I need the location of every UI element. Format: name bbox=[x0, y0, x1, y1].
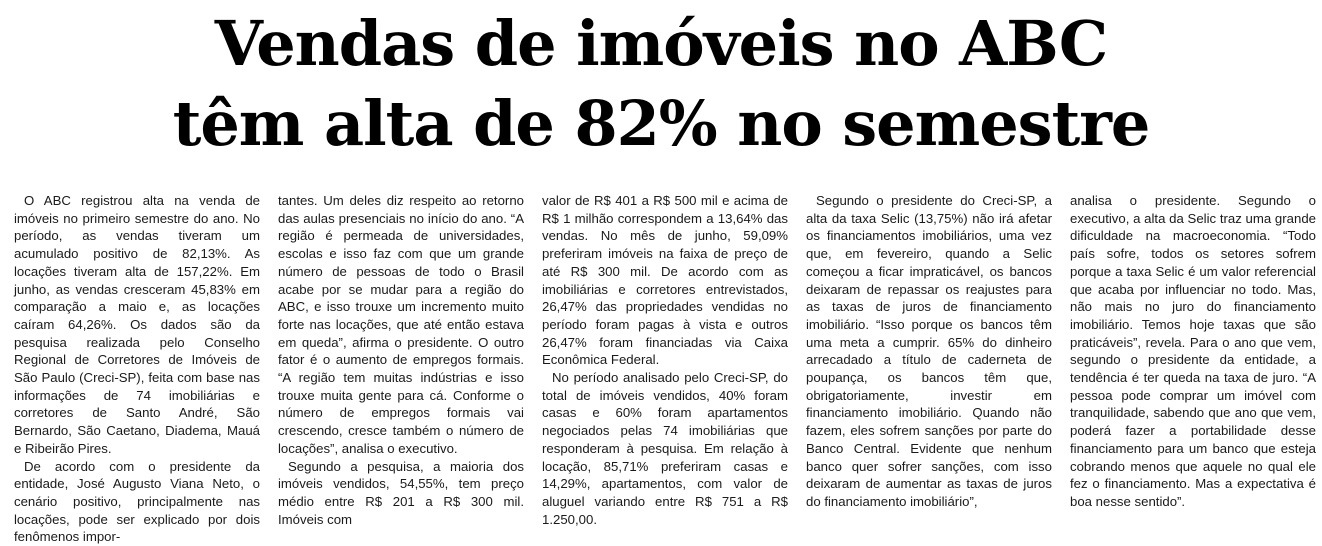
paragraph: De acordo com o presidente da entidade, José Augusto Viana Neto, o cenário positivo, principalmente nas locações, pode ser explicado por dois fenômenos impor- bbox=[14, 458, 260, 545]
headline-line-1: Vendas de imóveis no ABC bbox=[214, 7, 1108, 80]
headline-line-2: têm alta de 82% no semestre bbox=[172, 87, 1150, 160]
text-column-4 bbox=[806, 192, 1052, 511]
text-column-2 bbox=[278, 192, 524, 528]
paragraph: valor de R$ 401 a R$ 500 mil e acima de R$ 1 milhão correspondem a 13,64% das vendas. No mês de junho, 59,09% preferiram imóveis na faixa de preço de até R$ 300 mil. De acordo com as imobiliárias e corretores entrevistados, 26,47% das propriedades vendidas no período foram pagas à vista e outros 26,47% foram financiadas via Caixa Econômica Federal. bbox=[542, 193, 788, 368]
text-column-5 bbox=[1070, 192, 1316, 511]
paragraph: No período analisado pelo Creci-SP, do total de imóveis vendidos, 40% foram casas e 60% foram apartamentos negociados pelas 74 imobiliárias que responderam à pesquisa. Em relação à locação, 85,71% preferiram casas e 14,29%, apartamentos, com valor de aluguel variando entre R$ 751 a R$ 1.250,00. bbox=[542, 370, 788, 527]
paragraph: tantes. Um deles diz respeito ao retorno das aulas presenciais no início do ano. “A região é permeada de universidades, escolas e isso faz com que um grande número de pessoas de todo o Brasil acabe por se mudar para a região do ABC, e isso trouxe um incremento muito forte nas locações, que até então estava em queda”, afirma o presidente. O outro fator é o aumento de empregos formais. “A região tem muitas indústrias e isso trouxe muita gente para cá. Conforme o número de empregos formais vai crescendo, cresce também o número de locações”, analisa o executivo. bbox=[278, 193, 524, 456]
headline bbox=[0, 4, 1322, 164]
text-column-3 bbox=[542, 192, 788, 528]
paragraph: O ABC registrou alta na venda de imóveis no primeiro semestre do ano. No período, as vendas tiveram um acumulado positivo de 82,13%. As locações tiveram alta de 157,22%. Em junho, as vendas cresceram 45,83% em comparação a maio e, as locações caíram 64,26%. Os dados são da pesquisa realizada pelo Conselho Regional de Corretores de Imóveis de São Paulo (Creci-SP), feita com base nas informações de 74 imobiliárias e corretores de Santo André, São Bernardo, São Caetano, Diadema, Mauá e Ribeirão Pires. bbox=[14, 193, 260, 456]
paragraph: Segundo o presidente do Creci-SP, a alta da taxa Selic (13,75%) não irá afetar os financiamentos imobiliários, uma vez que, em fevereiro, quando a Selic começou a ficar impraticável, os bancos deixaram de repassar os reajustes para as taxas de juros de financiamento imobiliário. “Isso porque os bancos têm uma meta a cumprir. 65% do dinheiro arrecadado a título de caderneta de poupança, os bancos têm que, obrigatoriamente, investir em financiamento imobiliário. Quando não fazem, eles sofrem sanções por parte do Banco Central. Evidente que nenhum banco quer sofrer sanções, com isso deixaram de aumentar as taxas de juros do financiamento imobiliário”, bbox=[806, 193, 1052, 509]
paragraph: Segundo a pesquisa, a maioria dos imóveis vendidos, 54,55%, tem preço médio entre R$ 201 a R$ 300 mil. Imóveis com bbox=[278, 458, 524, 527]
text-column-1 bbox=[14, 192, 260, 546]
paragraph: analisa o presidente. Segundo o executivo, a alta da Selic traz uma grande dificuldade na macroeconomia. “Todo país sofre, todos os setores sofrem porque a taxa Selic é um valor referencial que acaba por influenciar no todo. Mas, não mais no juro do financiamento imobiliário. Temos hoje taxas que são praticáveis”, revela. Para o ano que vem, segundo o presidente da entidade, a tendência é ter queda na taxa de juro. “A pessoa pode comprar um imóvel com tranquilidade, sabendo que ano que vem, poderá fazer a portabilidade desse financiamento para um banco que esteja cobrando menos que aquele no qual ele fez o financiamento. Mas a expectativa é boa nesse sentido”. bbox=[1070, 193, 1316, 509]
article-body bbox=[14, 192, 1316, 545]
